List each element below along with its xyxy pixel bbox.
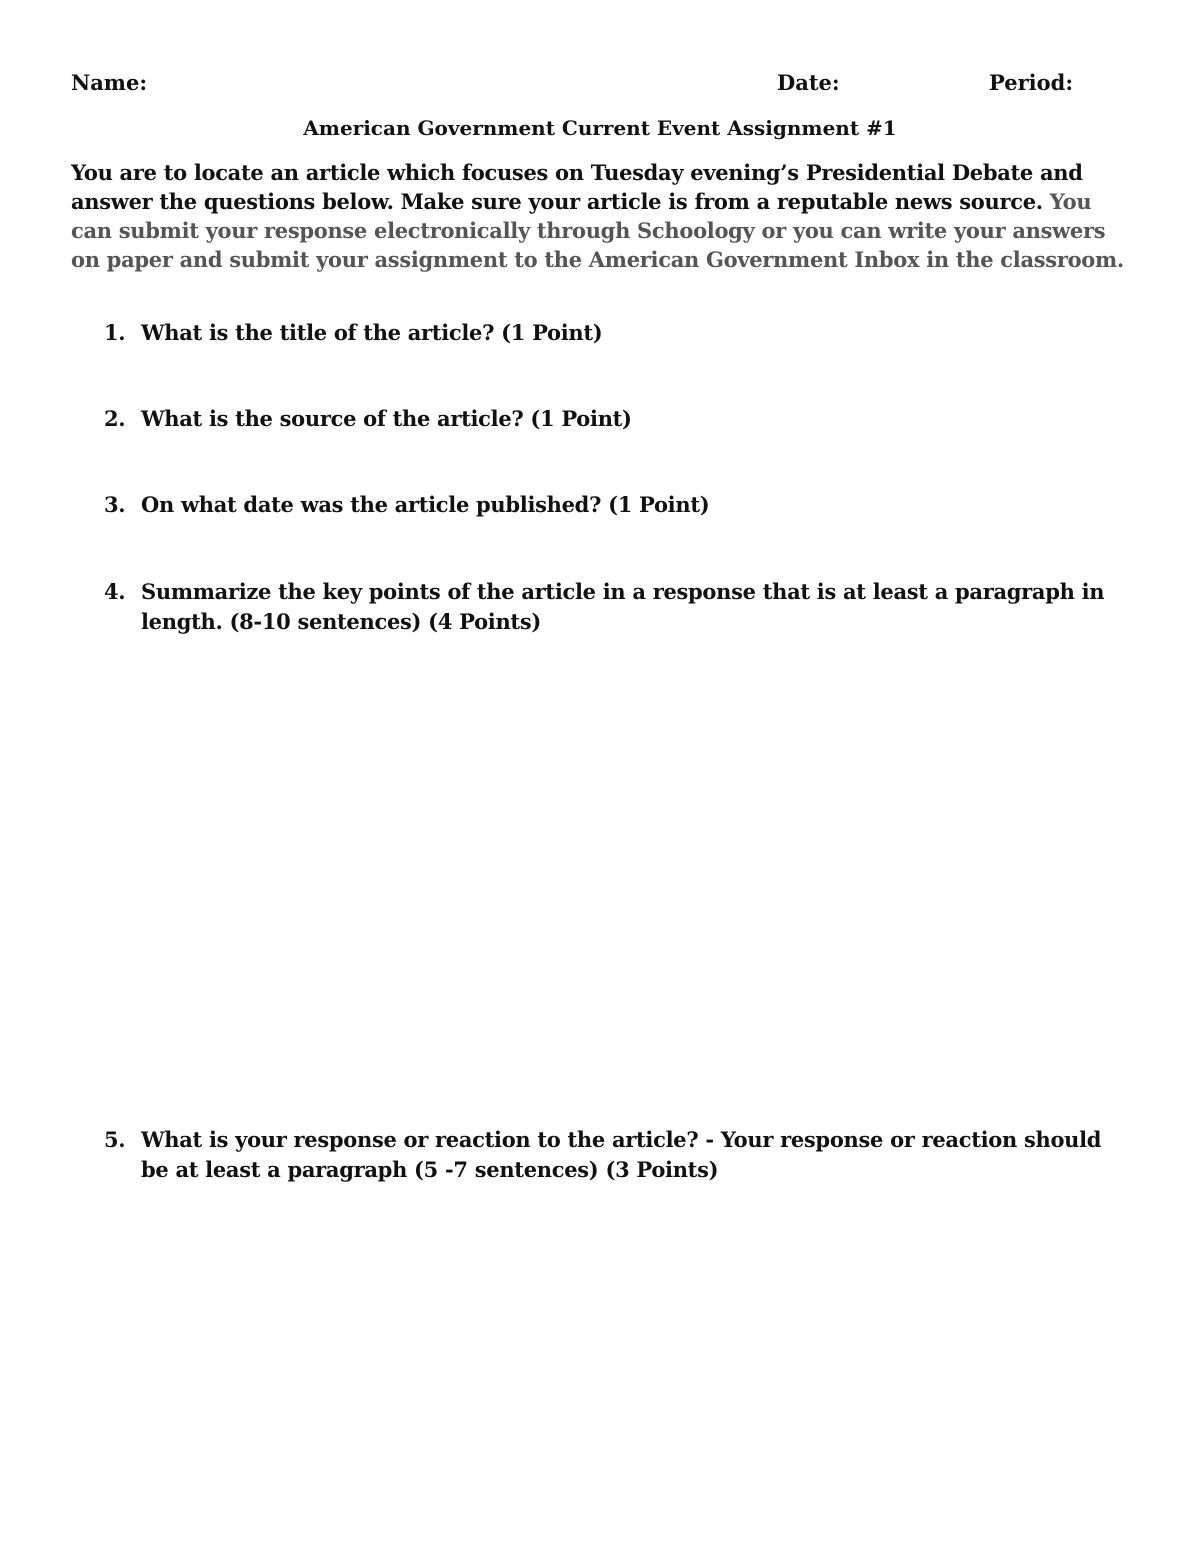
instructions-paragraph: [71, 158, 1133, 274]
date-label: Date:: [777, 70, 840, 95]
question-number: 5.: [104, 1127, 126, 1152]
header-row: [71, 70, 1131, 100]
question-number: 3.: [104, 492, 126, 517]
question-2: [104, 404, 1114, 434]
assignment-title: American Government Current Event Assignment #1: [303, 116, 897, 140]
question-4: [104, 577, 1114, 637]
name-label: Name:: [71, 70, 148, 95]
question-text: Summarize the key points of the article in a response that is at least a paragraph in length. (8-10 sentences) (4 Points): [141, 579, 1105, 634]
period-label: Period:: [989, 70, 1074, 95]
question-text: What is the source of the article? (1 Point): [141, 406, 632, 431]
question-number: 2.: [104, 406, 126, 431]
question-number: 1.: [104, 320, 126, 345]
question-number: 4.: [104, 579, 126, 604]
question-5: [104, 1125, 1114, 1185]
question-text: What is the title of the article? (1 Point): [141, 320, 603, 345]
question-3: [104, 490, 1114, 520]
question-1: [104, 318, 1114, 348]
question-text: What is your response or reaction to the article? - Your response or reaction should be at least a paragraph (5 -7 sentences) (3 Points): [141, 1127, 1102, 1182]
instructions-submission: You can submit your response electronically through Schoology or you can write your answers on paper and submit your assignment to the American Government Inbox in the classroom.: [71, 189, 1124, 272]
instructions-main: You are to locate an article which focuses on Tuesday evening’s Presidential Debate and answer the questions below. Make sure your article is from a reputable news source.: [71, 160, 1083, 214]
question-text: On what date was the article published? (1 Point): [141, 492, 710, 517]
